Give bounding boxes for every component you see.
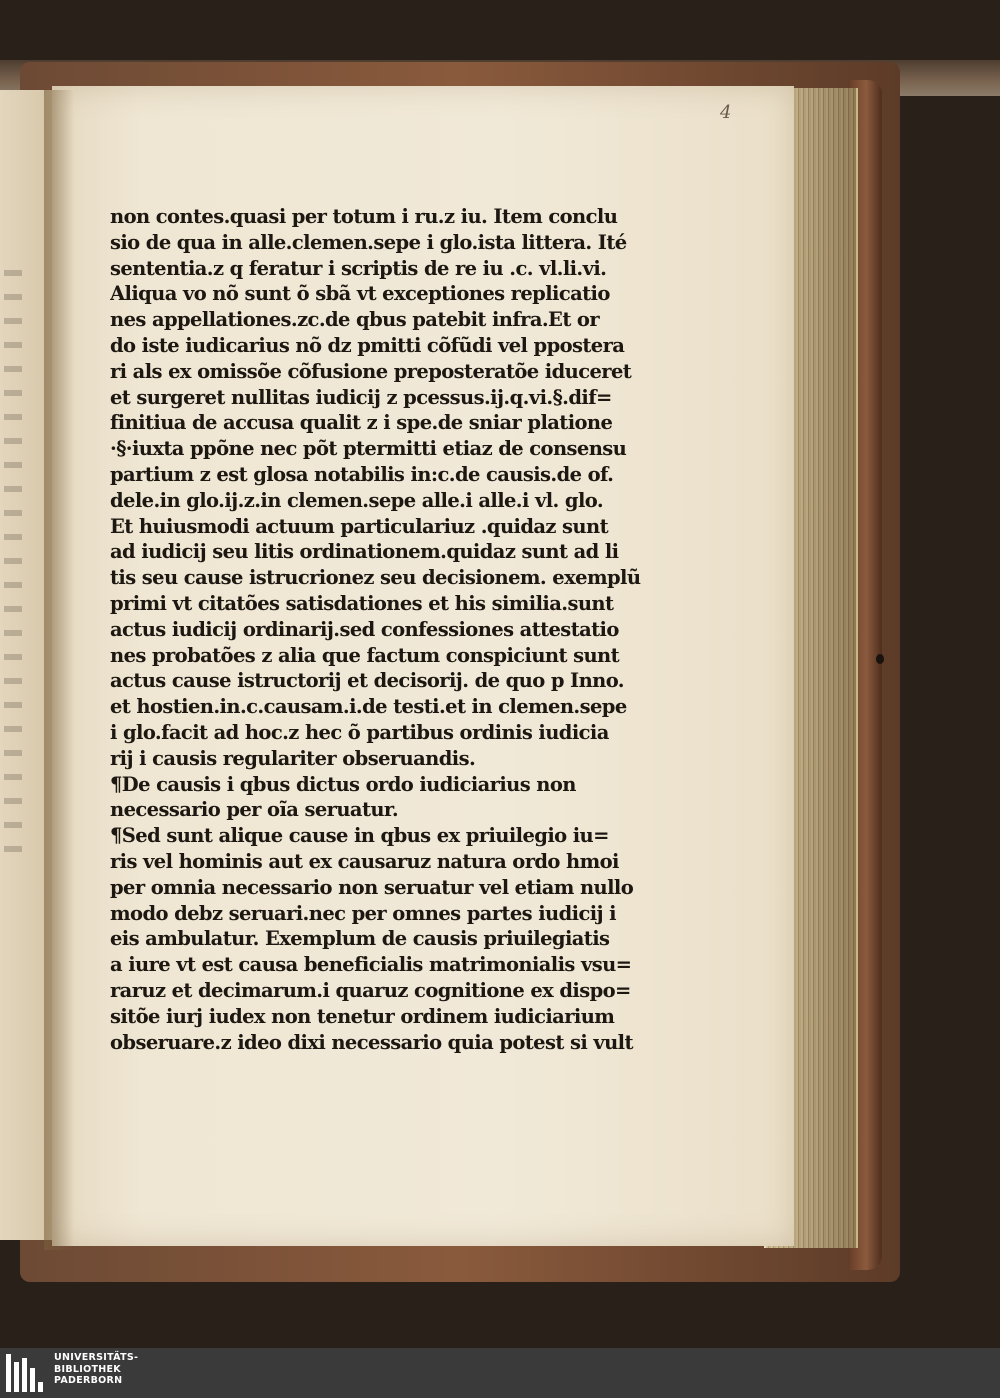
text-line: do iste iudicarius nõ dz pmitti cõfũdi vel pposterа [110, 333, 625, 357]
right-page [52, 86, 794, 1246]
text-line: finitiua de accusa qualit z i spe.de sniar platione [110, 411, 613, 435]
text-line: ·§·iuxta ppõne nec põt ptermitti etiaz de consensu [110, 437, 627, 461]
text-line: nes appellationes.zc.de qbus patebit infra.Et or [110, 308, 599, 332]
text-line: a iure vt est causa beneficialis matrimonialis vsu= [110, 953, 632, 977]
text-line: actus iudicij ordinarij.sed confessiones attestatio [110, 617, 619, 641]
text-line: i glo.facit ad hoc.z hec õ partibus ordinis iudicia [110, 720, 609, 744]
gutter-shadow [44, 90, 74, 1250]
text-line: ri als ex omissõe cõfusione preposteratõe iduceret [110, 359, 632, 383]
institution-line: BIBLIOTHEK [54, 1363, 121, 1375]
institution-line: PADERBORN [54, 1375, 123, 1386]
text-line: ad iudicij seu litis ordinationem.quidaz sunt ad li [110, 540, 619, 564]
text-block [110, 204, 658, 1055]
section-heading-line: ¶De causis i qbus dictus ordo iudiciarius non [110, 772, 576, 796]
text-line: obseruarе.z ideo dixi necessario quia potest si vult [110, 1030, 633, 1054]
text-line: primi vt citatões satisdationes et his similia.sunt [110, 591, 614, 615]
text-line: dele.in glo.ij.z.in clemen.sepe alle.i alle.i vl. glo. [110, 488, 604, 512]
footer-bar [0, 1348, 1000, 1398]
text-line: eis ambulatur. Exemplum de causis priuilegiatis [110, 927, 610, 951]
text-line: non contes.quasi per totum i ru.z iu. Item conclu [110, 205, 618, 228]
text-line: partium z est glosa notabilis in:c.de causis.de of. [110, 462, 614, 486]
text-line: ris vel hominis aut ex causaruz natura ordo hmoi [110, 849, 619, 873]
text-line: raruz et decimarum.i quaruz cognitione ex dispo= [110, 978, 631, 1002]
text-line: rij i causis regulariter obseruandis. [110, 746, 476, 770]
text-line: actus cause istructorij et decisorij. de quo p Inno. [110, 669, 624, 693]
page-number: 4 [720, 102, 732, 123]
text-line: et hostien.in.c.causam.i.de testi.et in clemen.sepe [110, 695, 627, 719]
institution-name [54, 1352, 138, 1387]
cover-hole [876, 654, 884, 664]
text-line: Aliqua vo nõ sunt õ sbã vt exceptiones replicatio [110, 282, 610, 306]
section-heading-line: necessario per oĩa seruatur. [110, 798, 399, 822]
text-line: et surgeret nullitas iudicij z pcessus.ij.q.vi.§.dif= [110, 385, 612, 409]
institution-line: UNIVERSITÄTS- [54, 1352, 139, 1363]
left-page-bleed [4, 270, 22, 870]
text-line: tis seu cause istrucrionez seu decisionem. exemplũ [110, 566, 641, 590]
text-line: sio de qua in alle.clemen.sepe i glo.ista littera. Ité [110, 230, 627, 254]
text-line: modo debz seruari.nec per omnes partes iudicij i [110, 901, 616, 925]
text-line: Et huiusmodi actuum particulariuz .quidaz sunt [110, 514, 608, 538]
text-line: nes probatões z alia que factum conspiciunt sunt [110, 643, 620, 667]
text-line: ¶Sed sunt alique cause in qbus ex priuilegio iu= [110, 824, 609, 848]
text-line: sententia.z q feratur i scriptis de re iu .c. vl.li.vi. [110, 256, 607, 280]
text-line: sitõe iurj iudex non tenetur ordinem iudiciarium [110, 1004, 615, 1028]
text-line: per omnia necessario non seruatur vel etiam nullo [110, 875, 634, 899]
bar-logo-icon [0, 1348, 48, 1398]
